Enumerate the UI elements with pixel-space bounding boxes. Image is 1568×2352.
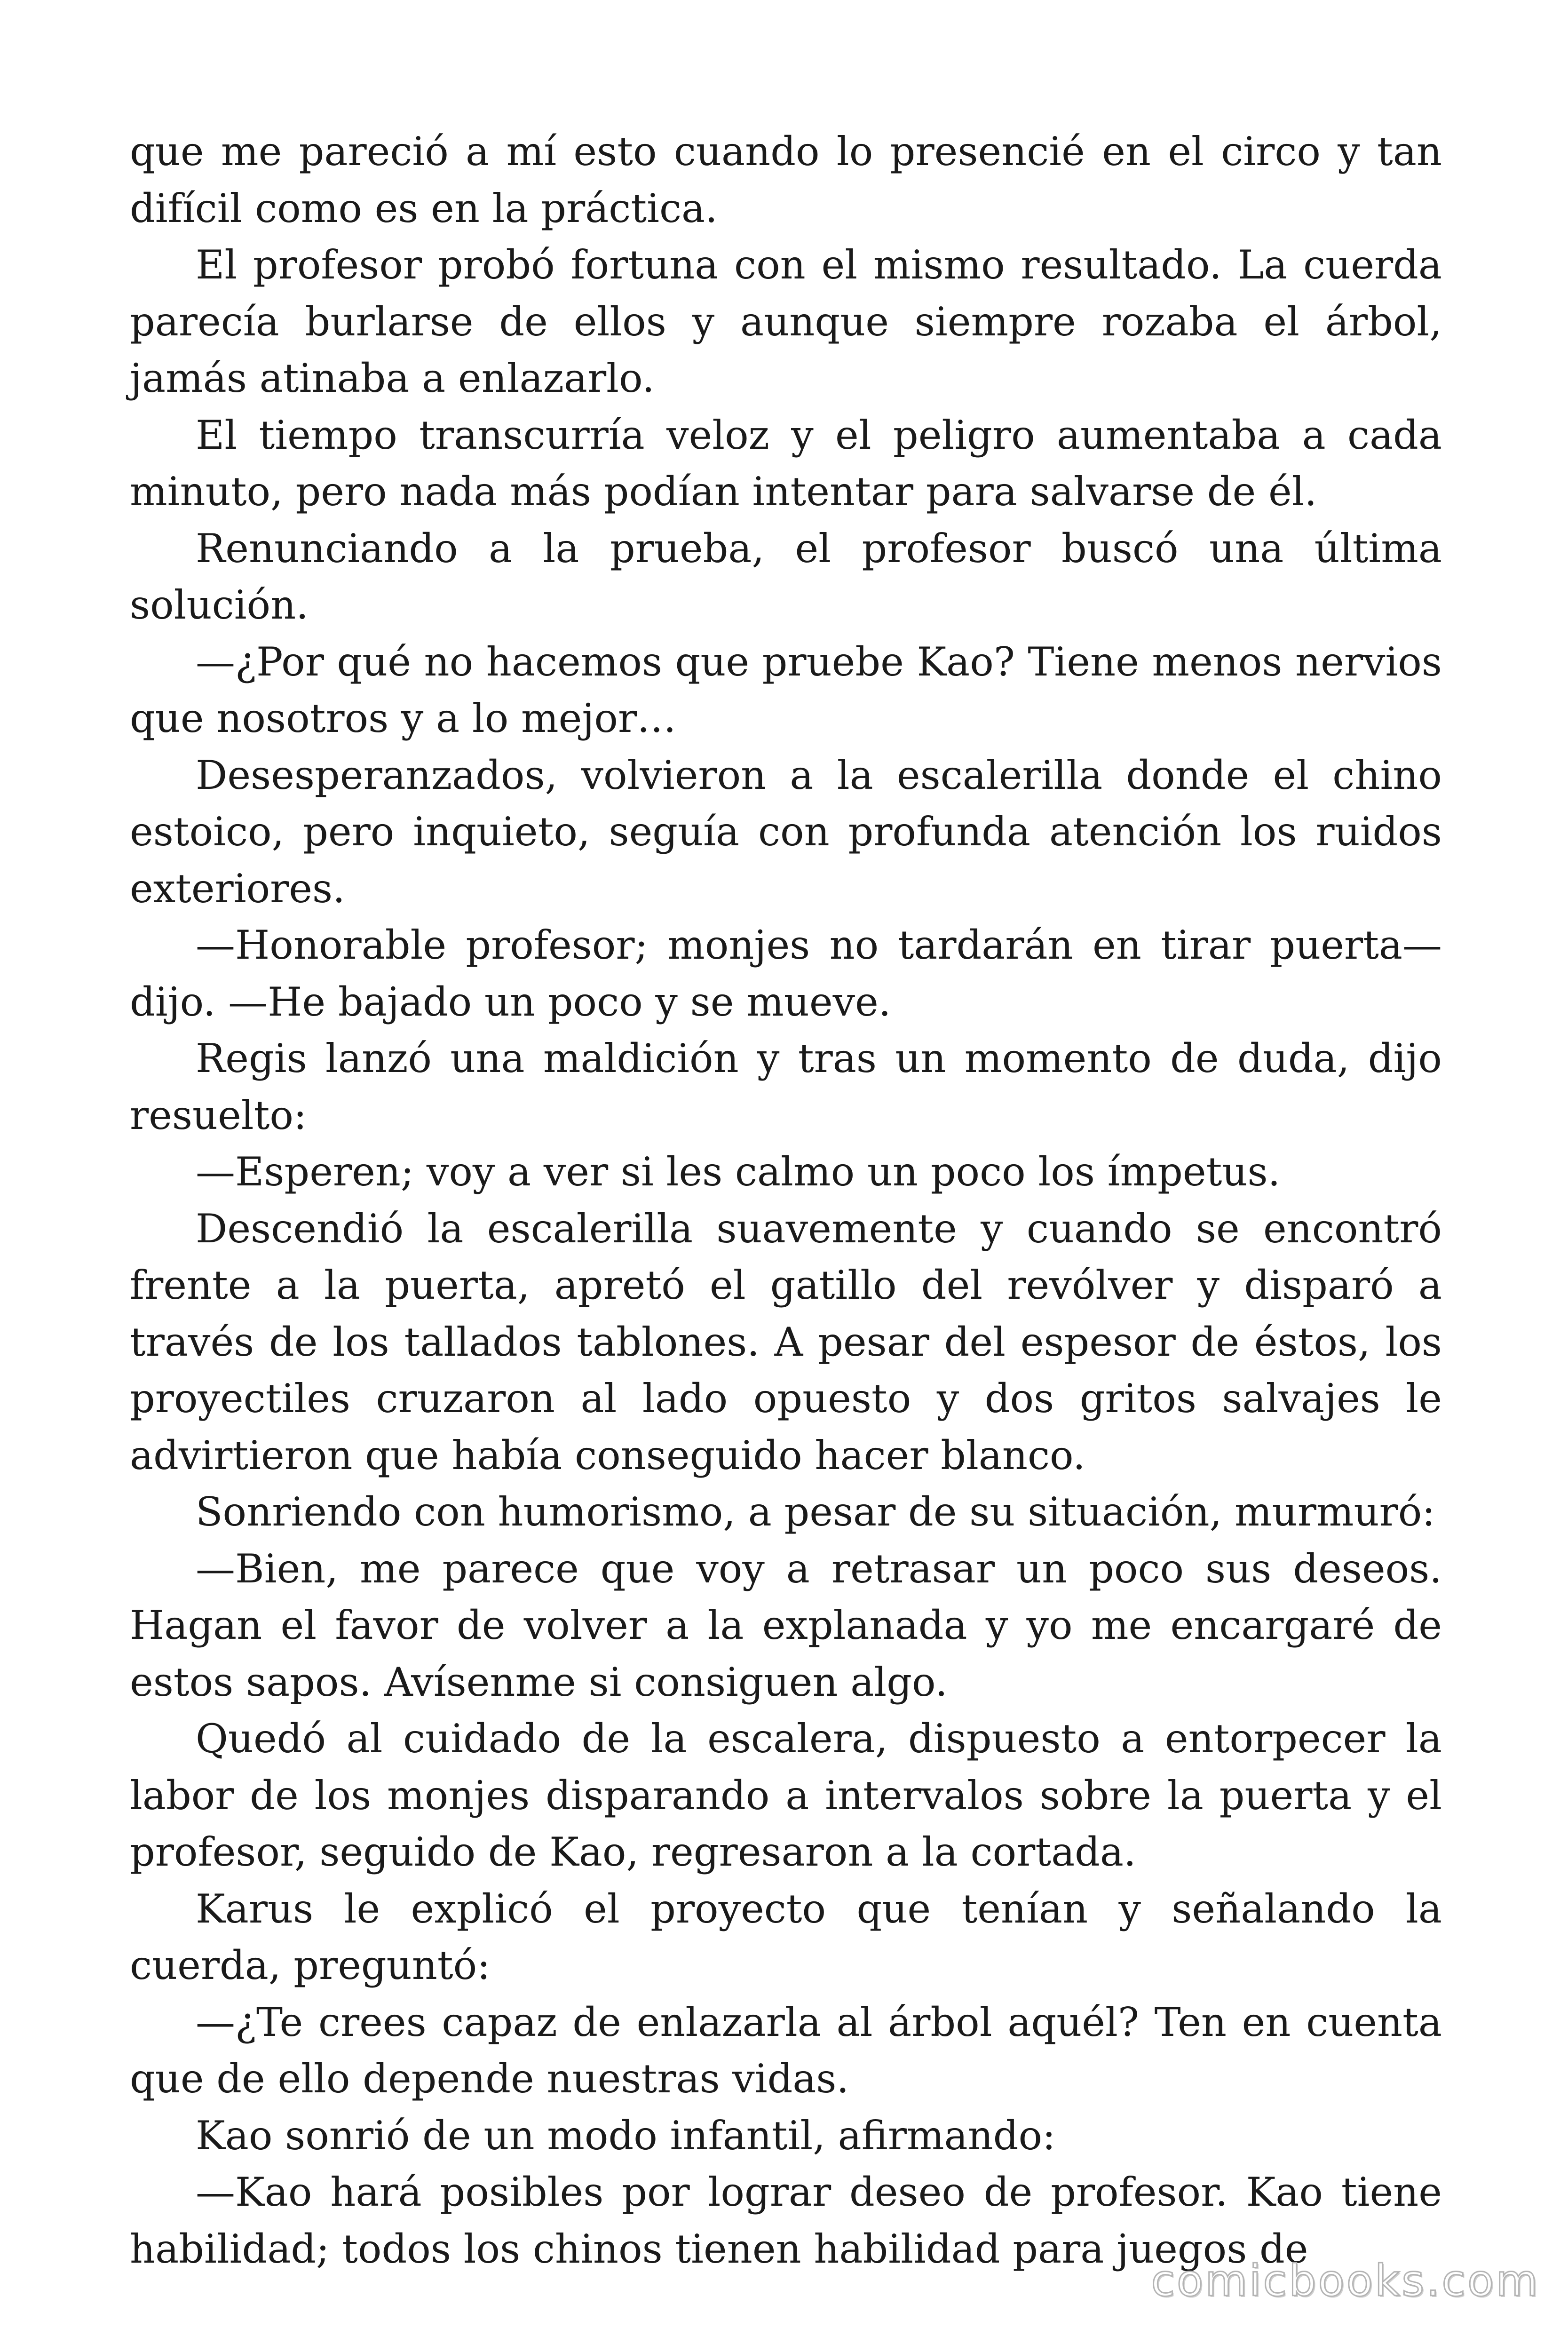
paragraph-6: Desesperanzados, volvieron a la escalerilla donde el chino estoico, pero inquieto, seguía con profunda atención los ruidos exteriores. bbox=[130, 752, 1442, 912]
watermark: comicbooks.com bbox=[1151, 2256, 1540, 2306]
paragraph-10: Descendió la escalerilla suavemente y cuando se encontró frente a la puerta, apretó el gatillo del revólver y disparó a través de los tallados tablones. A pesar del espesor de éstos, los proyectiles cruzaron al lado opuesto y dos gritos salvajes le advirtieron que había conseguido hacer blanco. bbox=[130, 1205, 1442, 1478]
paragraph-4: Renunciando a la prueba, el profesor buscó una última solución. bbox=[130, 525, 1442, 628]
paragraph-14: Karus le explicó el proyecto que tenían y señalando la cuerda, preguntó: bbox=[130, 1885, 1442, 1988]
paragraph-1: que me pareció a mí esto cuando lo presencié en el circo y tan difícil como es en la práctica. bbox=[130, 128, 1442, 231]
paragraph-5: —¿Por qué no hacemos que pruebe Kao? Tiene menos nervios que nosotros y a lo mejor… bbox=[130, 638, 1442, 741]
paragraph-17: —Kao hará posibles por lograr deseo de profesor. Kao tiene habilidad; todos los chinos tienen habilidad para juegos de bbox=[130, 2169, 1442, 2272]
paragraph-2: El profesor probó fortuna con el mismo resultado. La cuerda parecía burlarse de ellos y aunque siempre rozaba el árbol, jamás atinaba a enlazarlo. bbox=[130, 242, 1442, 401]
paragraph-11: Sonriendo con humorismo, a pesar de su situación, murmuró: bbox=[196, 1489, 1435, 1535]
body-text bbox=[130, 123, 1442, 2277]
paragraph-15: —¿Te crees capaz de enlazarla al árbol aquél? Ten en cuenta que de ello depende nuestras vidas. bbox=[130, 1999, 1442, 2102]
paragraph-16: Kao sonrió de un modo infantil, afirmando: bbox=[196, 2112, 1056, 2159]
paragraph-8: Regis lanzó una maldición y tras un momento de duda, dijo resuelto: bbox=[130, 1035, 1442, 1138]
paragraph-7: —Honorable profesor; monjes no tardarán en tirar puerta— dijo. —He bajado un poco y se mueve. bbox=[130, 922, 1442, 1025]
paragraph-13: Quedó al cuidado de la escalera, dispuesto a entorpecer la labor de los monjes disparando a intervalos sobre la puerta y el profesor, seguido de Kao, regresaron a la cortada. bbox=[130, 1716, 1442, 1875]
paragraph-9: —Esperen; voy a ver si les calmo un poco los ímpetus. bbox=[196, 1149, 1281, 1195]
paragraph-12: —Bien, me parece que voy a retrasar un poco sus deseos. Hagan el favor de volver a la explanada y yo me encargaré de estos sapos. Avísenme si consiguen algo. bbox=[130, 1545, 1442, 1705]
paragraph-3: El tiempo transcurría veloz y el peligro aumentaba a cada minuto, pero nada más podían intentar para salvarse de él. bbox=[130, 412, 1442, 515]
